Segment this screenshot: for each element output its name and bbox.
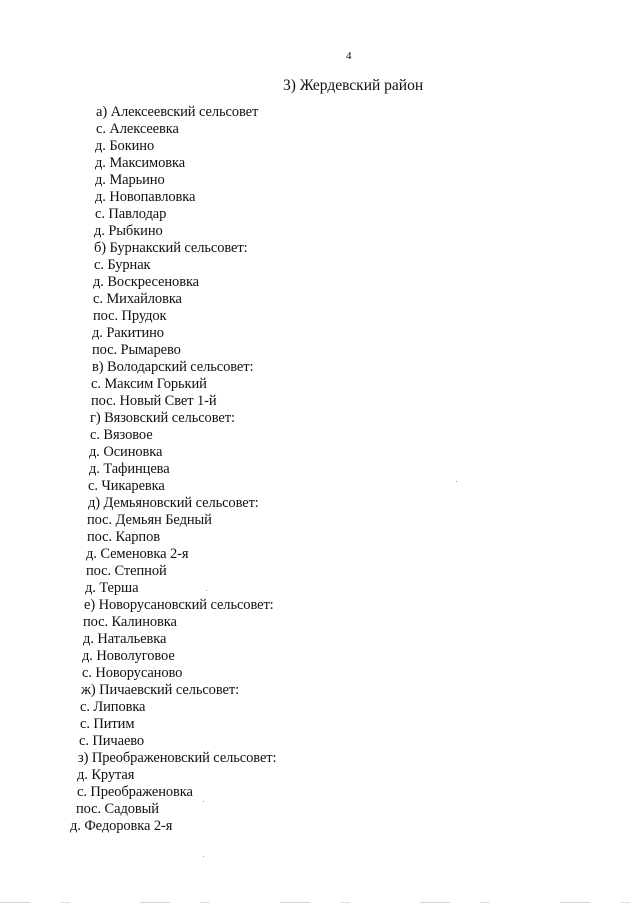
list-item: д. Ракитино (92, 325, 164, 341)
list-item: д. Бокино (95, 138, 155, 154)
scan-speck (203, 856, 204, 857)
list-item: с. Алексеевка (96, 121, 179, 137)
list-item: г) Вязовский сельсовет: (90, 410, 235, 426)
list-item: пос. Садовый (76, 801, 159, 817)
list-item: с. Чикаревка (88, 478, 165, 494)
list-item: б) Бурнакский сельсовет: (94, 240, 248, 256)
list-item: с. Павлодар (95, 206, 167, 222)
list-item: д. Рыбкино (94, 223, 163, 239)
list-item: пос. Степной (86, 563, 167, 579)
list-item: с. Пичаево (79, 733, 145, 749)
page-heading: 3) Жердевский район (283, 77, 424, 94)
list-item: д. Федоровка 2-я (70, 818, 173, 834)
list-item: а) Алексеевский сельсовет (96, 104, 259, 120)
list-item: д. Тафинцева (89, 461, 170, 477)
list-item: в) Володарский сельсовет: (92, 359, 254, 375)
list-item: пос. Рымарево (92, 342, 181, 358)
list-item: д. Новолуговое (82, 648, 175, 664)
list-item: пос. Калиновка (83, 614, 177, 630)
list-item: пос. Демьян Бедный (87, 512, 212, 528)
list-item: пос. Карпов (87, 529, 160, 545)
list-item: д. Марьино (95, 172, 165, 188)
list-item: с. Максим Горький (91, 376, 207, 392)
list-item: с. Михайловка (93, 291, 182, 307)
list-item: с. Новорусаново (82, 665, 183, 681)
list-item: д. Воскресеновка (93, 274, 200, 290)
list-item: пос. Прудок (93, 308, 167, 324)
list-item: д) Демьяновский сельсовет: (88, 495, 259, 511)
scan-speck (206, 590, 207, 591)
list-item: с. Преображеновка (77, 784, 193, 800)
list-item: д. Терша (85, 580, 139, 596)
scan-speck (456, 481, 457, 482)
list-item: д. Максимовка (95, 155, 186, 171)
scan-speck (203, 801, 204, 802)
list-item: д. Новопавловка (95, 189, 196, 205)
list-item: д. Семеновка 2-я (86, 546, 189, 562)
list-item: д. Крутая (77, 767, 135, 783)
list-item: ж) Пичаевский сельсовет: (81, 682, 239, 698)
scan-edge-line (0, 902, 640, 903)
list-item: с. Бурнак (94, 257, 151, 273)
list-item: с. Липовка (80, 699, 146, 715)
list-item: с. Питим (80, 716, 135, 732)
list-item: д. Осиновка (89, 444, 163, 460)
list-item: с. Вязовое (90, 427, 153, 443)
list-item: д. Натальевка (83, 631, 167, 647)
list-item: пос. Новый Свет 1-й (91, 393, 217, 409)
list-item: е) Новорусановский сельсовет: (84, 597, 274, 613)
list-item: з) Преображеновский сельсовет: (78, 750, 277, 766)
page-number: 4 (346, 50, 352, 62)
